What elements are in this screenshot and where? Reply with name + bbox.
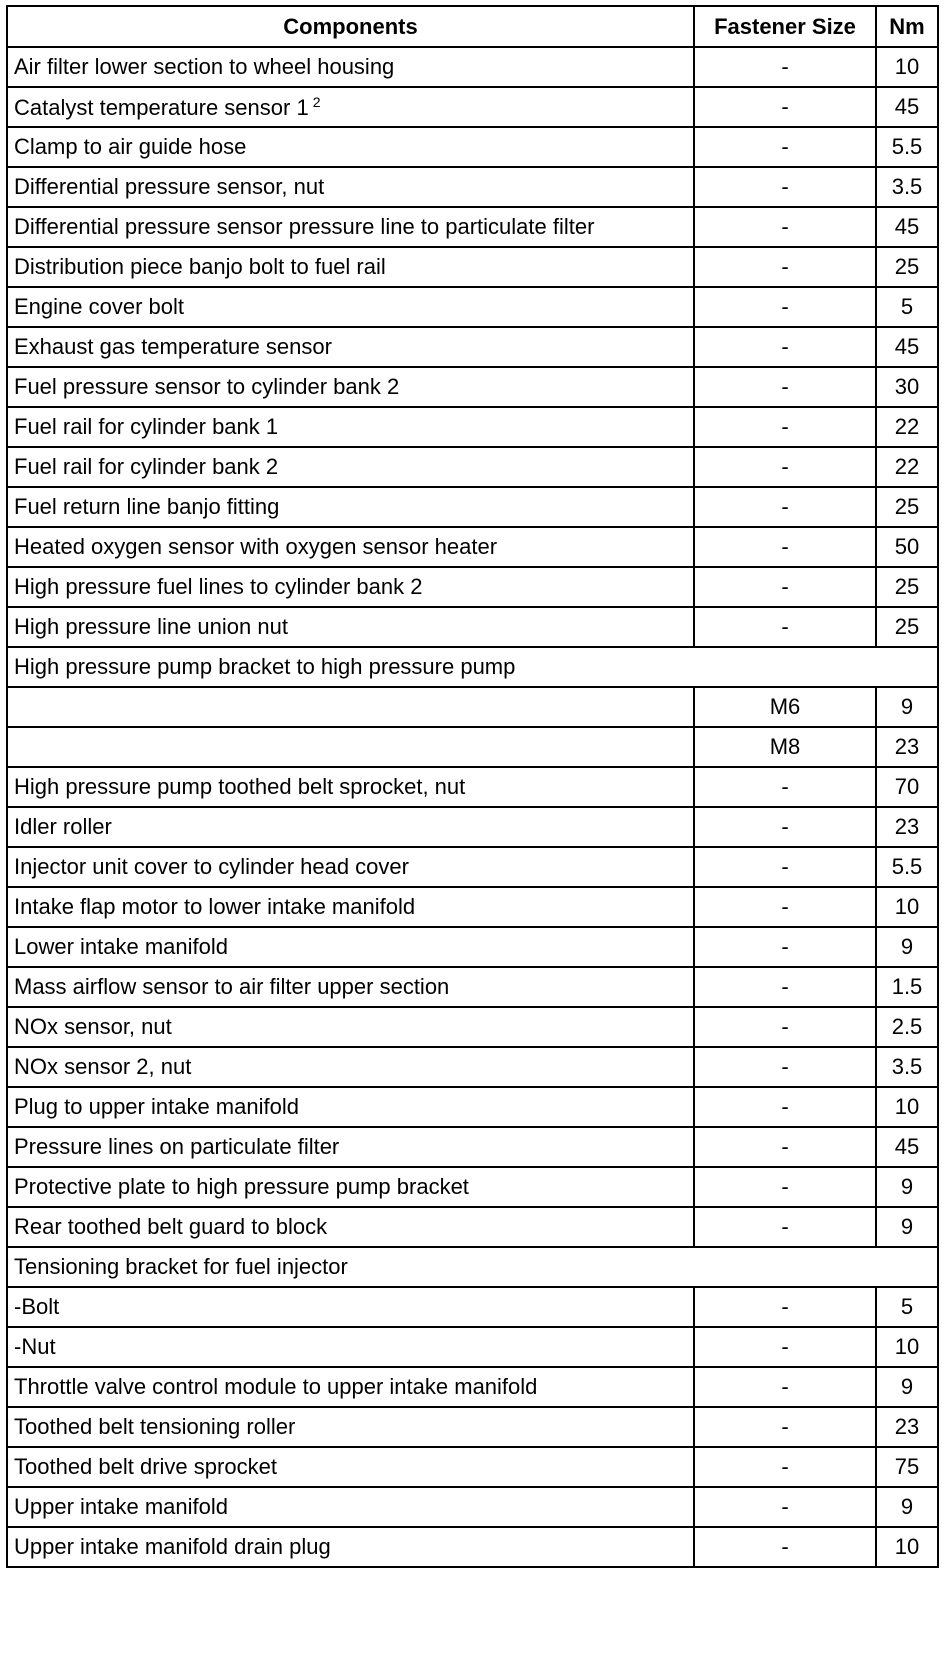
fastener-size-cell: - bbox=[694, 207, 876, 247]
torque-specifications-table bbox=[6, 5, 939, 1568]
component-cell bbox=[7, 447, 694, 487]
component-cell bbox=[7, 1287, 694, 1327]
table-row bbox=[7, 447, 938, 487]
component-cell bbox=[7, 487, 694, 527]
table-row bbox=[7, 127, 938, 167]
fastener-size-cell: - bbox=[694, 1447, 876, 1487]
fastener-size-cell: - bbox=[694, 567, 876, 607]
table-row bbox=[7, 287, 938, 327]
component-name: Pressure lines on particulate filter bbox=[14, 1134, 340, 1159]
component-cell bbox=[7, 687, 694, 727]
component-name: Differential pressure sensor, nut bbox=[14, 174, 325, 199]
fastener-size-cell: - bbox=[694, 87, 876, 127]
torque-nm-cell: 50 bbox=[876, 527, 938, 567]
torque-nm-cell: 23 bbox=[876, 807, 938, 847]
fastener-size-cell: - bbox=[694, 1487, 876, 1527]
section-label: Tensioning bracket for fuel injector bbox=[7, 1247, 938, 1287]
table-row bbox=[7, 847, 938, 887]
table-row bbox=[7, 967, 938, 1007]
table-row bbox=[7, 1527, 938, 1567]
header-fastener-size: Fastener Size bbox=[694, 6, 876, 47]
torque-nm-cell: 9 bbox=[876, 1207, 938, 1247]
fastener-size-cell: - bbox=[694, 1407, 876, 1447]
footnote-marker: 2 bbox=[312, 93, 321, 110]
fastener-size-cell: - bbox=[694, 127, 876, 167]
fastener-size-cell: - bbox=[694, 807, 876, 847]
torque-nm-cell: 25 bbox=[876, 567, 938, 607]
torque-nm-cell: 3.5 bbox=[876, 167, 938, 207]
torque-nm-cell: 9 bbox=[876, 1167, 938, 1207]
table-row bbox=[7, 1287, 938, 1327]
component-cell bbox=[7, 927, 694, 967]
component-name: Rear toothed belt guard to block bbox=[14, 1214, 328, 1239]
table-row bbox=[7, 767, 938, 807]
table-row bbox=[7, 927, 938, 967]
component-name: Clamp to air guide hose bbox=[14, 134, 247, 159]
component-cell bbox=[7, 1447, 694, 1487]
fastener-size-cell: - bbox=[694, 447, 876, 487]
torque-nm-cell: 75 bbox=[876, 1447, 938, 1487]
component-cell bbox=[7, 247, 694, 287]
torque-nm-cell: 45 bbox=[876, 1127, 938, 1167]
table-row bbox=[7, 407, 938, 447]
component-cell bbox=[7, 327, 694, 367]
table-row bbox=[7, 807, 938, 847]
component-name: Protective plate to high pressure pump bracket bbox=[14, 1174, 469, 1199]
fastener-size-cell: - bbox=[694, 1007, 876, 1047]
table-section-row bbox=[7, 647, 938, 687]
fastener-size-cell: - bbox=[694, 607, 876, 647]
torque-nm-cell: 5.5 bbox=[876, 127, 938, 167]
component-name: Throttle valve control module to upper intake manifold bbox=[14, 1374, 538, 1399]
torque-nm-cell: 9 bbox=[876, 927, 938, 967]
component-cell bbox=[7, 1207, 694, 1247]
component-cell bbox=[7, 847, 694, 887]
torque-nm-cell: 5 bbox=[876, 287, 938, 327]
component-cell bbox=[7, 767, 694, 807]
component-cell bbox=[7, 527, 694, 567]
component-cell bbox=[7, 567, 694, 607]
component-cell bbox=[7, 1127, 694, 1167]
component-name: Catalyst temperature sensor 1 bbox=[14, 94, 309, 120]
torque-nm-cell: 10 bbox=[876, 1327, 938, 1367]
torque-nm-cell: 25 bbox=[876, 247, 938, 287]
component-cell bbox=[7, 47, 694, 87]
section-label: High pressure pump bracket to high pressure pump bbox=[7, 647, 938, 687]
torque-nm-cell: 10 bbox=[876, 1527, 938, 1567]
fastener-size-cell: - bbox=[694, 407, 876, 447]
component-name: Lower intake manifold bbox=[14, 934, 229, 959]
header-components: Components bbox=[7, 6, 694, 47]
component-name: -Bolt bbox=[14, 1294, 60, 1319]
header-row bbox=[7, 6, 938, 47]
component-name: High pressure fuel lines to cylinder bank 2 bbox=[14, 574, 423, 599]
torque-nm-cell: 45 bbox=[876, 207, 938, 247]
fastener-size-cell: - bbox=[694, 1287, 876, 1327]
table-section-row bbox=[7, 1247, 938, 1287]
torque-nm-cell: 2.5 bbox=[876, 1007, 938, 1047]
table-row bbox=[7, 1407, 938, 1447]
header-nm: Nm bbox=[876, 6, 938, 47]
component-cell bbox=[7, 967, 694, 1007]
component-cell bbox=[7, 1167, 694, 1207]
table-row bbox=[7, 1087, 938, 1127]
fastener-size-cell: - bbox=[694, 1327, 876, 1367]
fastener-size-cell: - bbox=[694, 927, 876, 967]
torque-nm-cell: 25 bbox=[876, 487, 938, 527]
fastener-size-cell: - bbox=[694, 767, 876, 807]
table-row bbox=[7, 207, 938, 247]
fastener-size-cell: - bbox=[694, 1047, 876, 1087]
fastener-size-cell: - bbox=[694, 287, 876, 327]
component-name: Fuel pressure sensor to cylinder bank 2 bbox=[14, 374, 400, 399]
component-cell bbox=[7, 207, 694, 247]
table-row bbox=[7, 367, 938, 407]
component-cell bbox=[7, 167, 694, 207]
torque-nm-cell: 9 bbox=[876, 687, 938, 727]
torque-nm-cell: 10 bbox=[876, 887, 938, 927]
component-name: Toothed belt drive sprocket bbox=[14, 1454, 277, 1479]
torque-nm-cell: 45 bbox=[876, 87, 938, 127]
fastener-size-cell: - bbox=[694, 247, 876, 287]
component-cell bbox=[7, 1007, 694, 1047]
component-name: NOx sensor 2, nut bbox=[14, 1054, 192, 1079]
table-row bbox=[7, 1127, 938, 1167]
fastener-size-cell: - bbox=[694, 527, 876, 567]
component-name: Upper intake manifold drain plug bbox=[14, 1534, 331, 1559]
component-cell bbox=[7, 87, 694, 127]
component-name: NOx sensor, nut bbox=[14, 1014, 172, 1039]
fastener-size-cell: M8 bbox=[694, 727, 876, 767]
fastener-size-cell: - bbox=[694, 847, 876, 887]
fastener-size-cell: - bbox=[694, 327, 876, 367]
component-cell bbox=[7, 407, 694, 447]
table-row bbox=[7, 687, 938, 727]
component-name: Toothed belt tensioning roller bbox=[14, 1414, 296, 1439]
torque-nm-cell: 23 bbox=[876, 727, 938, 767]
component-name: Differential pressure sensor pressure line to particulate filter bbox=[14, 214, 595, 239]
table-row bbox=[7, 1367, 938, 1407]
torque-nm-cell: 10 bbox=[876, 47, 938, 87]
torque-nm-cell: 1.5 bbox=[876, 967, 938, 1007]
torque-nm-cell: 9 bbox=[876, 1367, 938, 1407]
table-header bbox=[7, 6, 938, 47]
fastener-size-cell: - bbox=[694, 967, 876, 1007]
fastener-size-cell: - bbox=[694, 367, 876, 407]
fastener-size-cell: - bbox=[694, 487, 876, 527]
table-row bbox=[7, 1047, 938, 1087]
torque-nm-cell: 45 bbox=[876, 327, 938, 367]
fastener-size-cell: - bbox=[694, 1527, 876, 1567]
component-cell bbox=[7, 287, 694, 327]
component-cell bbox=[7, 1367, 694, 1407]
component-name: Exhaust gas temperature sensor bbox=[14, 334, 332, 359]
fastener-size-cell: - bbox=[694, 47, 876, 87]
torque-nm-cell: 9 bbox=[876, 1487, 938, 1527]
table-row bbox=[7, 167, 938, 207]
component-cell bbox=[7, 607, 694, 647]
table-row bbox=[7, 1007, 938, 1047]
fastener-size-cell: - bbox=[694, 1367, 876, 1407]
component-cell bbox=[7, 367, 694, 407]
table-row bbox=[7, 327, 938, 367]
fastener-size-cell: M6 bbox=[694, 687, 876, 727]
component-name: Distribution piece banjo bolt to fuel rail bbox=[14, 254, 386, 279]
fastener-size-cell: - bbox=[694, 1087, 876, 1127]
component-cell bbox=[7, 887, 694, 927]
component-cell bbox=[7, 1407, 694, 1447]
table-row bbox=[7, 47, 938, 87]
torque-nm-cell: 25 bbox=[876, 607, 938, 647]
torque-nm-cell: 23 bbox=[876, 1407, 938, 1447]
component-cell bbox=[7, 1047, 694, 1087]
component-cell bbox=[7, 127, 694, 167]
component-name: Fuel return line banjo fitting bbox=[14, 494, 280, 519]
table-row bbox=[7, 1207, 938, 1247]
component-cell bbox=[7, 1087, 694, 1127]
torque-nm-cell: 3.5 bbox=[876, 1047, 938, 1087]
component-name: Fuel rail for cylinder bank 1 bbox=[14, 414, 279, 439]
table-row bbox=[7, 887, 938, 927]
component-cell bbox=[7, 727, 694, 767]
component-name: Engine cover bolt bbox=[14, 294, 184, 319]
component-name: Intake flap motor to lower intake manifold bbox=[14, 894, 416, 919]
table-row bbox=[7, 567, 938, 607]
table-row bbox=[7, 1327, 938, 1367]
component-name: Fuel rail for cylinder bank 2 bbox=[14, 454, 279, 479]
torque-nm-cell: 10 bbox=[876, 1087, 938, 1127]
component-name: Upper intake manifold bbox=[14, 1494, 229, 1519]
component-name: Mass airflow sensor to air filter upper section bbox=[14, 974, 450, 999]
torque-nm-cell: 30 bbox=[876, 367, 938, 407]
fastener-size-cell: - bbox=[694, 887, 876, 927]
component-cell bbox=[7, 1327, 694, 1367]
torque-nm-cell: 22 bbox=[876, 407, 938, 447]
component-cell bbox=[7, 1487, 694, 1527]
torque-nm-cell: 22 bbox=[876, 447, 938, 487]
torque-nm-cell: 70 bbox=[876, 767, 938, 807]
component-name: Injector unit cover to cylinder head cover bbox=[14, 854, 409, 879]
component-name: Idler roller bbox=[14, 814, 112, 839]
component-name: Heated oxygen sensor with oxygen sensor heater bbox=[14, 534, 498, 559]
component-cell bbox=[7, 807, 694, 847]
torque-nm-cell: 5.5 bbox=[876, 847, 938, 887]
table-row bbox=[7, 247, 938, 287]
fastener-size-cell: - bbox=[694, 167, 876, 207]
table-body bbox=[7, 47, 938, 1567]
table-row bbox=[7, 1447, 938, 1487]
table-row bbox=[7, 1487, 938, 1527]
table-row bbox=[7, 87, 938, 127]
component-name: Air filter lower section to wheel housing bbox=[14, 54, 395, 79]
component-cell bbox=[7, 1527, 694, 1567]
component-name: High pressure pump toothed belt sprocket, nut bbox=[14, 774, 466, 799]
fastener-size-cell: - bbox=[694, 1127, 876, 1167]
fastener-size-cell: - bbox=[694, 1207, 876, 1247]
torque-nm-cell: 5 bbox=[876, 1287, 938, 1327]
table-row bbox=[7, 527, 938, 567]
fastener-size-cell: - bbox=[694, 1167, 876, 1207]
component-name: High pressure line union nut bbox=[14, 614, 288, 639]
table-row bbox=[7, 487, 938, 527]
component-name: Plug to upper intake manifold bbox=[14, 1094, 299, 1119]
table-row bbox=[7, 1167, 938, 1207]
component-name: -Nut bbox=[14, 1334, 56, 1359]
table-row bbox=[7, 727, 938, 767]
table-row bbox=[7, 607, 938, 647]
